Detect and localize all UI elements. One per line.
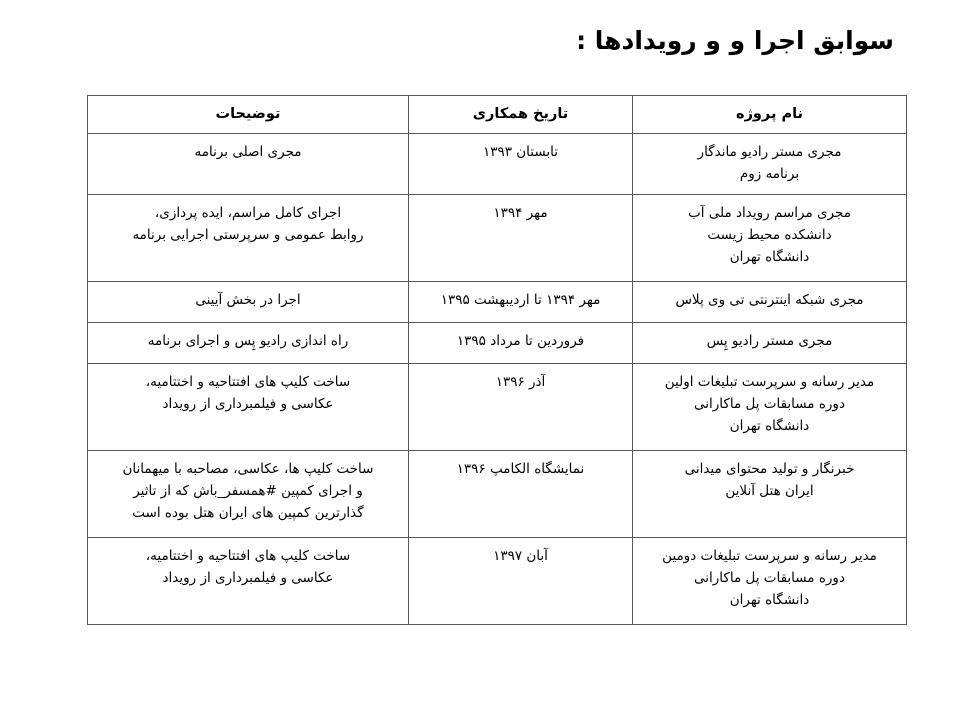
table-cell-date (409, 323, 633, 364)
cell-text-line: خبرنگار و تولید محتوای میدانی (684, 461, 855, 477)
table-cell-project (633, 538, 907, 625)
cell-text-line: مهر ۱۳۹۴ تا اردیبهشت ۱۳۹۵ (440, 292, 601, 308)
table-cell-notes (88, 282, 409, 323)
table-row (88, 451, 907, 538)
table-row (88, 282, 907, 323)
projects-table-container (87, 95, 906, 625)
table-cell-project (633, 134, 907, 195)
cell-text-line: عکاسی و فیلمبرداری از رویداد (162, 570, 334, 586)
cell-text-line: اجرا در بخش آیینی (195, 292, 301, 308)
cell-text-line: ساخت کلیپ ها، عکاسی، مصاحبه با میهمانان (122, 461, 374, 477)
cell-text-line: راه اندازی رادیو پِس و اجرای برنامه (147, 333, 349, 349)
cell-text-line: روابط عمومی و سرپرستی اجرایی برنامه (132, 227, 364, 243)
table-cell-date (409, 282, 633, 323)
table-cell-project (633, 364, 907, 451)
table-row (88, 134, 907, 195)
cell-text-line: مجری مستر رادیو پِس (706, 333, 833, 349)
cell-text-line: دانشگاه تهران (729, 418, 810, 434)
table-cell-date (409, 195, 633, 282)
cell-text-line: دوره مسابقات پل ماکارانی (694, 570, 845, 586)
cell-text-line: فروردین تا مرداد ۱۳۹۵ (456, 333, 585, 349)
cell-text-line: دانشگاه تهران (729, 592, 810, 608)
table-cell-date (409, 451, 633, 538)
cell-text-line: گذارترین کمپین های ایران هتل بوده است (132, 505, 364, 521)
table-cell-notes (88, 195, 409, 282)
table-row (88, 195, 907, 282)
table-cell-project (633, 451, 907, 538)
cell-text-line: دانشکده محیط زیست (707, 227, 832, 243)
table-body (88, 134, 907, 625)
cell-text-line: ایران هتل آنلاین (725, 483, 814, 499)
cell-text-line: مهر ۱۳۹۴ (493, 205, 548, 221)
cell-text-line: مجری شبکه اینترنتی تی وی پلاس (675, 292, 864, 308)
table-cell-notes (88, 364, 409, 451)
table-cell-project (633, 323, 907, 364)
table-cell-project (633, 195, 907, 282)
table-cell-notes (88, 323, 409, 364)
cell-text-line: ساخت کلیپ های افتتاحیه و اختتامیه، (145, 548, 351, 564)
cell-text-line: نمایشگاه الکامپ ۱۳۹۶ (456, 461, 585, 477)
table-cell-notes (88, 134, 409, 195)
cell-text-line: دانشگاه تهران (729, 249, 810, 265)
cell-text-line: عکاسی و فیلمبرداری از رویداد (162, 396, 334, 412)
cell-text-line: و اجرای کمپین #همسفر_باش که از تاثیر (133, 483, 363, 499)
table-cell-notes (88, 538, 409, 625)
table-cell-project (633, 282, 907, 323)
table-row (88, 364, 907, 451)
header-project-name: نام پروژه (633, 96, 907, 134)
cell-text-line: آبان ۱۳۹۷ (493, 548, 548, 564)
table-row (88, 323, 907, 364)
header-notes: توضیحات (88, 96, 409, 134)
cell-text-line: اجرای کامل مراسم، ایده پردازی، (154, 205, 342, 221)
cell-text-line: مدیر رسانه و سرپرست تبلیغات دومین (662, 548, 877, 564)
table-cell-date (409, 134, 633, 195)
cell-text-line: برنامه زوم (739, 166, 800, 182)
table-row (88, 538, 907, 625)
cell-text-line: مجری اصلی برنامه (194, 144, 302, 160)
cell-text-line: تابستان ۱۳۹۳ (482, 144, 559, 160)
cell-text-line: آذر ۱۳۹۶ (495, 374, 546, 390)
table-header-row (88, 96, 907, 134)
header-collaboration-date: تاریخ همکاری (409, 96, 633, 134)
cell-text-line: ساخت کلیپ های افتتاحیه و اختتامیه، (145, 374, 351, 390)
cell-text-line: مدیر رسانه و سرپرست تبلیغات اولین (664, 374, 875, 390)
cell-text-line: مجری مستر رادیو ماندگار (697, 144, 842, 160)
cell-text-line: دوره مسابقات پل ماکارانی (694, 396, 845, 412)
cell-text-line: مجری مراسم رویداد ملی آب (688, 205, 851, 221)
projects-table (87, 95, 907, 625)
table-cell-date (409, 538, 633, 625)
table-cell-date (409, 364, 633, 451)
page-title: سوابق اجرا و و رویدادها : (576, 26, 894, 55)
table-cell-notes (88, 451, 409, 538)
